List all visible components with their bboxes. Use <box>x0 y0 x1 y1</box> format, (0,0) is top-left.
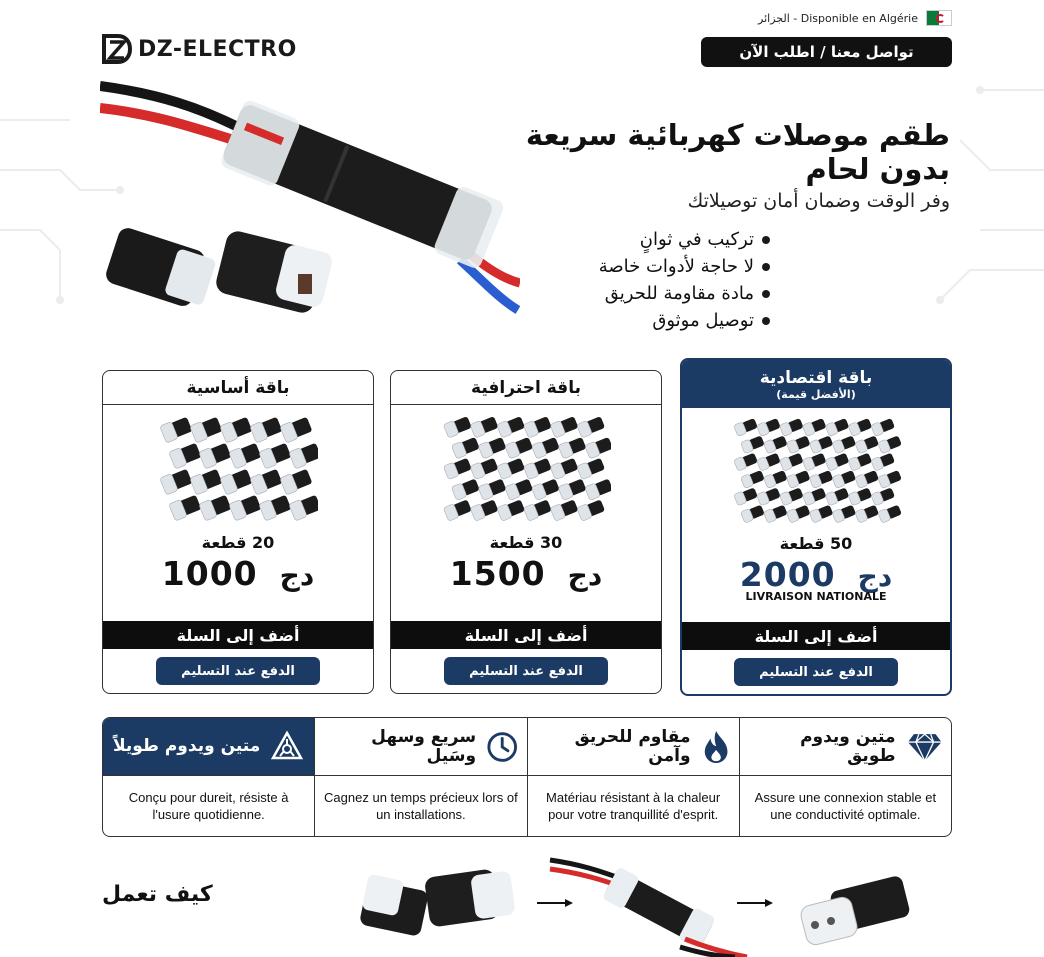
connector-piece <box>169 442 202 470</box>
connector-piece <box>523 457 552 480</box>
connector-piece <box>289 442 318 470</box>
connectors-pile-image <box>682 408 950 534</box>
benefit-title: مقاوم للحريق وآمن <box>574 726 691 766</box>
connector-piece <box>756 417 781 436</box>
clock-icon <box>486 730 518 764</box>
feature-item: توصيل موثوق <box>510 307 770 334</box>
price-value: 2000 <box>739 555 836 594</box>
logo-mark-icon <box>102 34 132 64</box>
connector-piece <box>756 487 781 506</box>
connector-piece <box>289 494 318 522</box>
connector-piece <box>531 478 560 501</box>
benefit-header <box>528 718 739 776</box>
connector-piece <box>871 452 896 471</box>
connector-piece <box>497 498 526 521</box>
price-value: 1500 <box>449 554 546 593</box>
connector-piece <box>832 504 857 523</box>
add-to-cart-button[interactable]: أضف إلى السلة <box>391 621 661 649</box>
connector-piece <box>160 468 193 496</box>
connector-piece <box>220 416 253 444</box>
connector-piece <box>802 487 827 506</box>
package-card-basic[interactable] <box>102 370 374 694</box>
connector-piece <box>190 468 223 496</box>
hero-title <box>510 118 950 186</box>
contact-order-button[interactable]: تواصل معنا / اطلب الآن <box>701 37 952 67</box>
bullet-icon <box>762 263 770 271</box>
connector-piece <box>478 436 507 459</box>
connector-piece <box>558 436 587 459</box>
hero-subtitle: وفر الوقت وضمان أمان توصيلاتك <box>687 190 950 212</box>
connector-piece <box>169 494 202 522</box>
connector-piece <box>832 469 857 488</box>
connector-piece <box>505 436 534 459</box>
connector-piece <box>786 504 811 523</box>
connector-piece <box>809 435 834 454</box>
connector-piece <box>825 487 850 506</box>
benefit-fast <box>315 718 527 836</box>
connector-piece <box>809 469 834 488</box>
connector-piece <box>550 498 579 521</box>
price-currency: دج <box>279 559 315 592</box>
step-closed-connector <box>799 875 911 947</box>
benefit-fire-resistant <box>528 718 740 836</box>
connector-piece <box>825 452 850 471</box>
connector-piece <box>523 498 552 521</box>
benefit-description: Matériau résistant à la chaleur pour votre tranquillité d'esprit. <box>546 790 721 822</box>
feature-item: لا حاجة لأدوات خاصة <box>510 253 770 280</box>
connector-piece <box>160 416 193 444</box>
connector-piece <box>497 457 526 480</box>
cash-on-delivery-button[interactable]: الدفع عند التسليم <box>734 658 898 686</box>
add-to-cart-button[interactable]: أضف إلى السلة <box>682 622 950 650</box>
hero-text-block <box>510 118 950 334</box>
benefit-title: سريع وسهل وسَيل <box>371 726 477 766</box>
connector-piece <box>855 504 880 523</box>
connector-piece <box>763 469 788 488</box>
hero-title-line2: بدون لحام <box>805 152 950 186</box>
connectors-pile-image <box>391 405 661 533</box>
connector-piece <box>763 504 788 523</box>
brand-logo[interactable] <box>102 34 297 64</box>
connector-piece <box>577 457 606 480</box>
connector-piece <box>848 452 873 471</box>
benefit-header <box>740 718 951 776</box>
connector-piece <box>763 435 788 454</box>
connector-piece <box>786 469 811 488</box>
connector-piece <box>878 504 901 523</box>
connector-piece <box>878 469 901 488</box>
connector-piece <box>740 469 765 488</box>
connector-piece <box>229 494 262 522</box>
connector-piece <box>734 417 759 436</box>
package-price <box>391 554 661 593</box>
benefits-strip <box>102 717 952 837</box>
how-it-works-steps <box>355 855 955 957</box>
algeria-flag-icon <box>926 10 952 26</box>
how-it-works-title: كيف تعمل <box>102 882 213 907</box>
connector-piece <box>280 468 313 496</box>
benefit-description: Cagnez un temps précieux lors of un installations. <box>324 790 518 822</box>
package-price <box>103 554 373 593</box>
hero-title-line1: طقم موصلات كهربائية سريعة <box>525 118 950 152</box>
package-name: باقة احترافية <box>391 371 661 405</box>
connector-piece <box>734 487 759 506</box>
hero-product-image <box>100 78 520 338</box>
benefit-description: Assure une connexion stable et une conductivité optimale. <box>754 790 937 822</box>
connector-piece <box>779 417 804 436</box>
package-quantity: 50 قطعة <box>779 534 853 553</box>
connector-piece <box>577 498 606 521</box>
connector-piece <box>531 436 560 459</box>
hero-feature-list <box>510 226 770 334</box>
connector-piece <box>443 498 472 521</box>
connector-piece <box>779 452 804 471</box>
shipping-note: LIVRAISON NATIONALE <box>745 590 887 603</box>
connector-piece <box>825 417 850 436</box>
connector-piece <box>878 435 901 454</box>
price-currency: دج <box>857 560 893 593</box>
step-insert-wires <box>550 860 747 957</box>
connector-piece <box>190 416 223 444</box>
connector-piece <box>199 442 232 470</box>
package-name: باقة أساسية <box>103 371 373 405</box>
price-currency: دج <box>567 559 603 592</box>
step-open-connectors <box>359 868 516 937</box>
benefit-header <box>315 718 526 776</box>
cash-on-delivery-button[interactable]: الدفع عند التسليم <box>156 657 320 685</box>
connector-piece <box>585 436 611 459</box>
connector-piece <box>478 478 507 501</box>
connector-piece <box>558 478 587 501</box>
connector-piece <box>259 494 292 522</box>
bullet-icon <box>762 236 770 244</box>
availability-note <box>758 10 952 26</box>
connector-piece <box>809 504 834 523</box>
connector-piece <box>802 452 827 471</box>
add-to-cart-button[interactable]: أضف إلى السلة <box>103 621 373 649</box>
cash-on-delivery-button[interactable]: الدفع عند التسليم <box>444 657 608 685</box>
benefit-header <box>103 718 314 776</box>
package-price <box>682 555 950 594</box>
connector-piece <box>740 504 765 523</box>
package-card-economy[interactable] <box>680 358 952 696</box>
connector-piece <box>832 435 857 454</box>
package-quantity: 20 قطعة <box>201 533 275 552</box>
connector-piece <box>250 468 283 496</box>
feature-item: مادة مقاومة للحريق <box>510 280 770 307</box>
best-value-tag: (الأفضل قيمة) <box>776 387 856 401</box>
connector-piece <box>848 417 873 436</box>
feature-item: تركيب في ثوانٍ <box>510 226 770 253</box>
bullet-icon <box>762 317 770 325</box>
connector-piece <box>199 494 232 522</box>
connector-piece <box>871 487 896 506</box>
connector-piece <box>756 452 781 471</box>
benefit-durable <box>103 718 315 836</box>
benefit-title: متين ويدوم طويق <box>800 726 896 766</box>
connector-piece <box>443 457 472 480</box>
connector-piece <box>505 478 534 501</box>
connector-piece <box>280 416 313 444</box>
connector-piece <box>779 487 804 506</box>
connector-piece <box>802 417 827 436</box>
package-header <box>682 360 950 408</box>
price-value: 1000 <box>161 554 258 593</box>
logo-text: DZ-ELECTRO <box>138 36 297 62</box>
connector-piece <box>848 487 873 506</box>
connector-piece <box>250 416 283 444</box>
package-name: باقة اقتصادية <box>759 367 873 388</box>
connector-piece <box>523 415 552 438</box>
benefit-title: متين ويدوم طويلاً <box>112 736 261 756</box>
durable-triangle-icon <box>270 730 304 764</box>
connector-piece <box>734 452 759 471</box>
connector-piece <box>550 457 579 480</box>
package-card-pro[interactable] <box>390 370 662 694</box>
connector-piece <box>470 498 499 521</box>
connector-piece <box>229 442 262 470</box>
connector-piece <box>451 478 480 501</box>
connector-piece <box>451 436 480 459</box>
connector-piece <box>550 415 579 438</box>
connector-piece <box>577 415 606 438</box>
connector-piece <box>855 469 880 488</box>
bullet-icon <box>762 290 770 298</box>
connector-piece <box>443 415 472 438</box>
connector-piece <box>871 417 896 436</box>
connector-piece <box>855 435 880 454</box>
diamond-icon <box>906 731 944 763</box>
connector-piece <box>470 457 499 480</box>
connector-piece <box>585 478 611 501</box>
availability-text: الجزائر - Disponible en Algérie <box>758 11 918 25</box>
connector-piece <box>740 435 765 454</box>
benefit-description: Conçu pour dureit, résiste à l'usure quotidienne. <box>128 790 289 822</box>
connector-piece <box>470 415 499 438</box>
benefit-stable-connection <box>740 718 951 836</box>
connector-piece <box>220 468 253 496</box>
package-quantity: 30 قطعة <box>489 533 563 552</box>
connectors-pile-image <box>103 405 373 533</box>
connector-piece <box>786 435 811 454</box>
connector-piece <box>497 415 526 438</box>
connector-piece <box>259 442 292 470</box>
flame-icon <box>701 728 731 766</box>
